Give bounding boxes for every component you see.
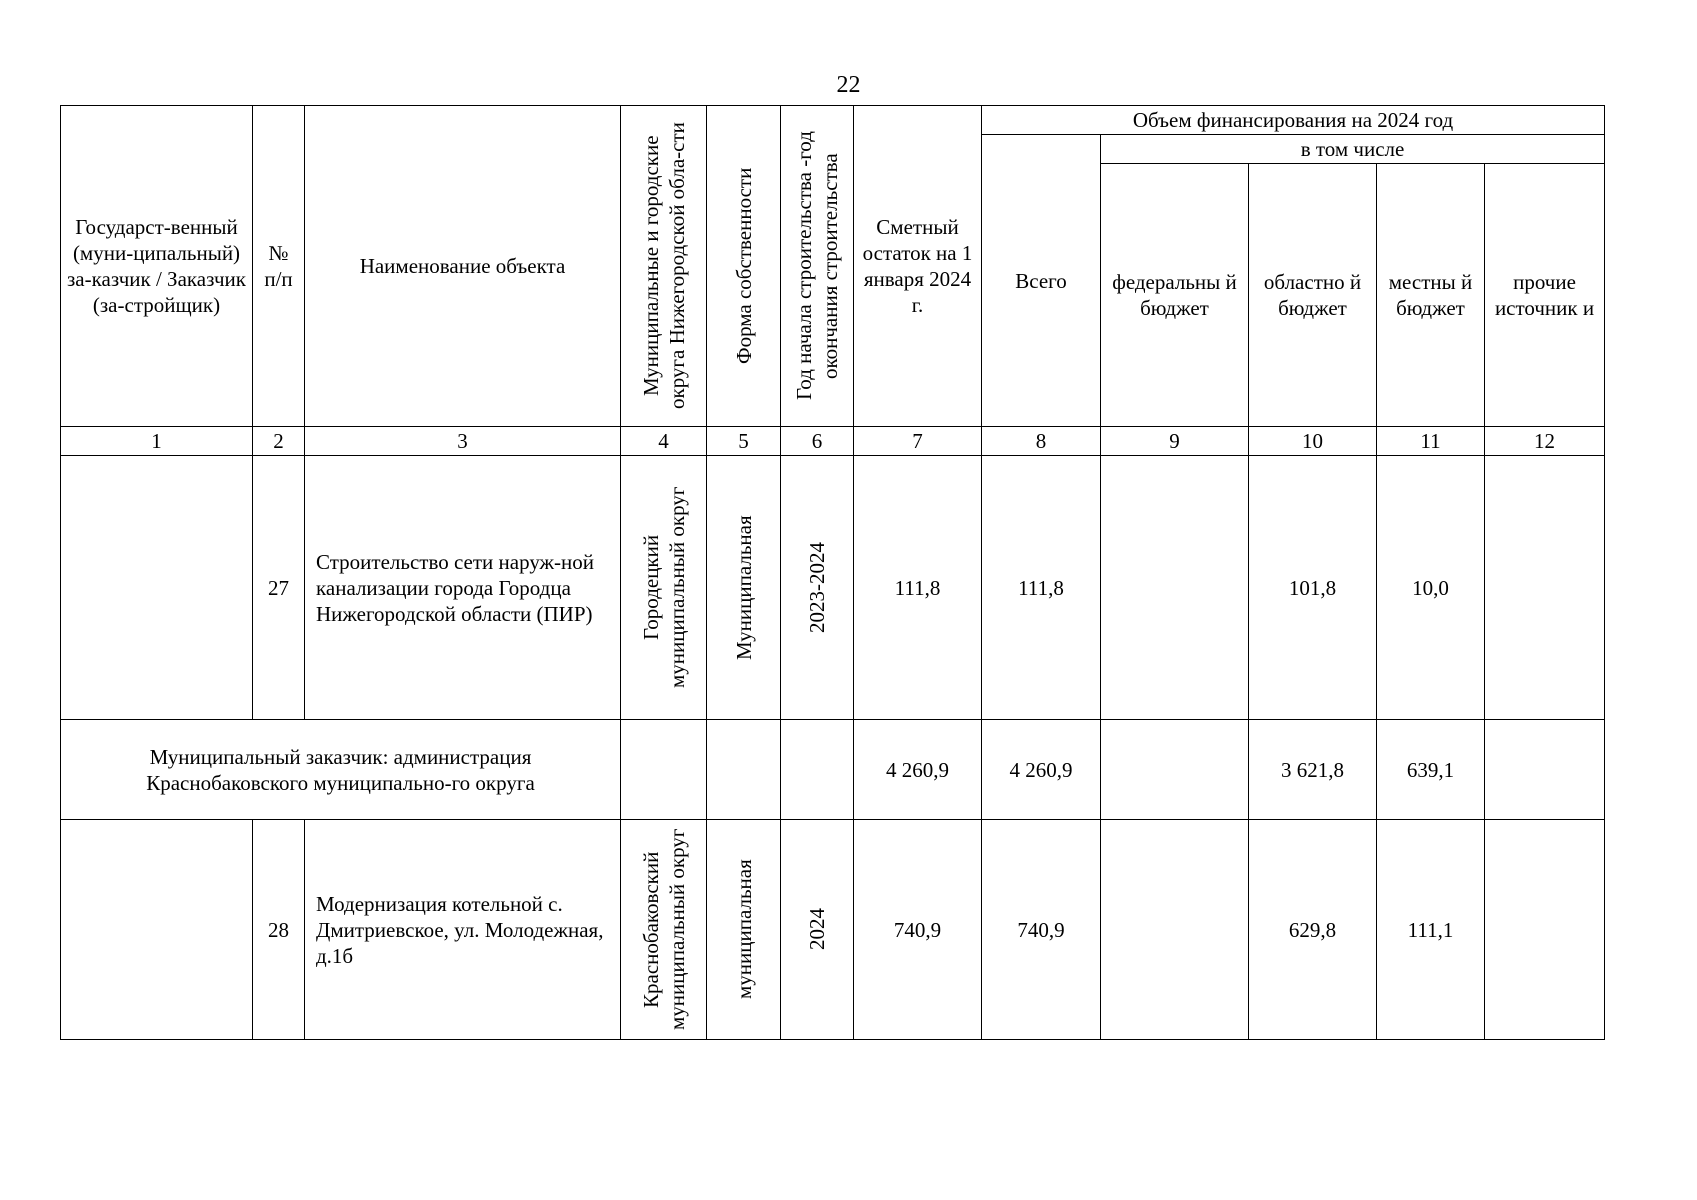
cell-number: 28 [253,820,305,1040]
header-municipality: Муниципальные и городские округа Нижегородской обла-сти [621,106,707,427]
cell-local: 639,1 [1377,720,1485,820]
cell-object-name: Модернизация котельной с. Дмитриевское, ул. Молодежная, д.1б [305,820,621,1040]
cell-federal [1101,720,1249,820]
cell-municipality [621,720,707,820]
cell-years: 2023-2024 [781,456,854,720]
column-number: 2 [253,427,305,456]
cell-municipality: Городецкий муниципальный округ [621,456,707,720]
cell-other [1485,820,1605,1040]
column-number: 6 [781,427,854,456]
cell-estimated-balance: 740,9 [854,820,982,1040]
cell-estimated-balance: 4 260,9 [854,720,982,820]
page-number: 22 [836,72,861,98]
header-including: в том числе [1101,135,1605,164]
header-ownership: Форма собственности [707,106,781,427]
header-years: Год начала строительства -год окончания строительства [781,106,854,427]
cell-federal [1101,456,1249,720]
column-number: 7 [854,427,982,456]
cell-years: 2024 [781,820,854,1040]
cell-ownership [707,720,781,820]
header-estimated-balance: Сметный остаток на 1 января 2024 г. [854,106,982,427]
cell-ownership: муниципальная [707,820,781,1040]
cell-customer [61,820,253,1040]
cell-other [1485,720,1605,820]
column-number: 12 [1485,427,1605,456]
column-number: 8 [982,427,1101,456]
cell-total: 111,8 [982,456,1101,720]
cell-client-label: Муниципальный заказчик: администрация Краснобаковского муниципально-го округа [61,720,621,820]
column-number: 1 [61,427,253,456]
header-funding-title: Объем финансирования на 2024 год [982,106,1605,135]
cell-regional: 101,8 [1249,456,1377,720]
header-number: № п/п [253,106,305,427]
cell-estimated-balance: 111,8 [854,456,982,720]
cell-municipality: Краснобаковский муниципальный округ [621,820,707,1040]
table-row-object-28 [61,820,1605,1040]
cell-federal [1101,820,1249,1040]
cell-total: 740,9 [982,820,1101,1040]
cell-ownership: Муниципальная [707,456,781,720]
cell-total: 4 260,9 [982,720,1101,820]
header-federal: федеральны й бюджет [1101,164,1249,427]
cell-local: 10,0 [1377,456,1485,720]
cell-customer [61,456,253,720]
column-number: 5 [707,427,781,456]
column-number: 3 [305,427,621,456]
financing-table [60,105,1605,1040]
cell-number: 27 [253,456,305,720]
column-number: 9 [1101,427,1249,456]
cell-other [1485,456,1605,720]
header-total: Всего [982,135,1101,427]
header-row-1 [61,106,1605,135]
column-number: 11 [1377,427,1485,456]
column-numbers-row [61,427,1605,456]
cell-regional: 629,8 [1249,820,1377,1040]
cell-years [781,720,854,820]
column-number: 10 [1249,427,1377,456]
table-row-object-27 [61,456,1605,720]
header-regional: областно й бюджет [1249,164,1377,427]
cell-object-name: Строительство сети наруж-ной канализации города Городца Нижегородской области (ПИР) [305,456,621,720]
cell-local: 111,1 [1377,820,1485,1040]
header-customer: Государст-венный (муни-ципальный) за-казчик / Заказчик (за-стройщик) [61,106,253,427]
table-row-municipal-client [61,720,1605,820]
header-local: местны й бюджет [1377,164,1485,427]
header-other: прочие источник и [1485,164,1605,427]
header-object-name: Наименование объекта [305,106,621,427]
column-number: 4 [621,427,707,456]
cell-regional: 3 621,8 [1249,720,1377,820]
